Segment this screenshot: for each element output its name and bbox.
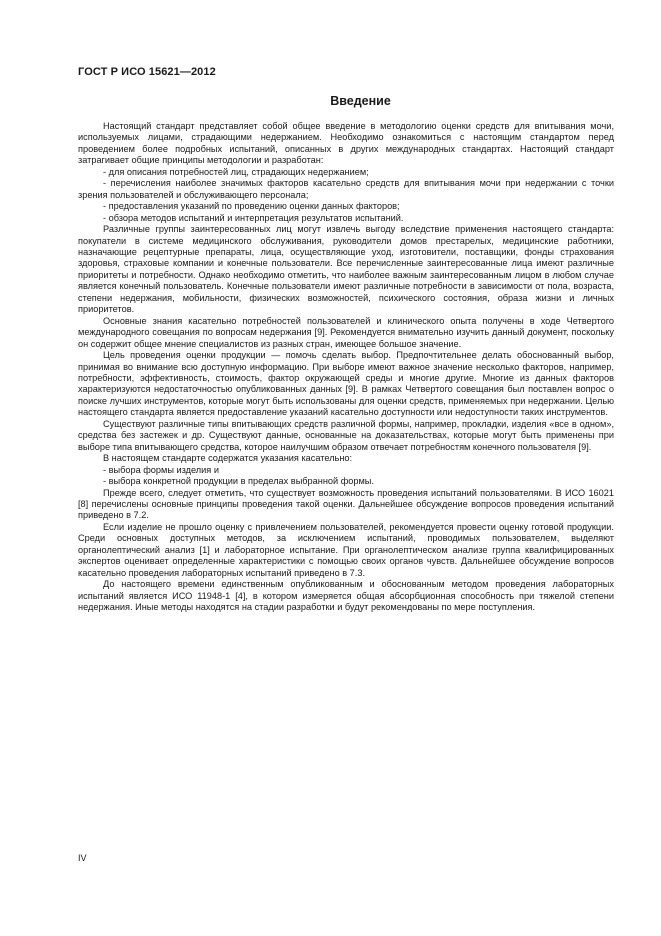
paragraph: Существуют различные типы впитывающих средств различной формы, например, прокладки, изделия «все в одном», средства без застежек и др. Существуют данные, основанные на доказательствах, которые могут быть применены при выборе типа впитывающего средства, которое наилучшим образом отвечает потребностям конечного пользователя [9]. xyxy=(78,418,614,452)
list-item: - обзора методов испытаний и интерпретация результатов испытаний. xyxy=(103,212,404,223)
paragraph: В настоящем стандарте содержатся указания касательно: xyxy=(103,453,353,464)
paragraph: Различные группы заинтересованных лиц могут извлечь выгоду вследствие применения настоящего стандарта: покупатели в системе медицинского обслуживания, руководители домов престарелых, медицинские работники, назначающие рецептурные препараты, лица, осуществляющие уход, изготовители, поставщики, фонды страхования здоровья, страховые компании и конечные пользователи. Все перечисленные заинтересованные лица имеют различные приоритеты и потребности. Однако необходимо отметить, что наиболее важным заинтересованным лицом в любом случае является конечный пользователь. Конечные пользователи имеют различные потребности в зависимости от пола, возраста, степени недержания, мобильности, физических возможностей, психического состояния, образа жизни и личных приоритетов. xyxy=(78,224,614,315)
page-number: IV xyxy=(78,853,87,863)
list-item: - выбора формы изделия и xyxy=(103,464,219,475)
list-item: - перечисления наиболее значимых факторов касательно средств для впитывания мочи при недержании с точки зрения пользователей и обслуживающего персонала; xyxy=(78,178,614,200)
paragraph: Прежде всего, следует отметить, что существует возможность проведения испытаний пользователями. В ИСО 16021 [8] перечислены основные принципы проведения такой оценки. Дальнейшее обсуждение вопросов проведения испытаний приведено в 7.2. xyxy=(78,487,614,521)
paragraph: Если изделие не прошло оценку с привлечением пользователей, рекомендуется провести оценку готовой продукции. Среди основных доступных методов, за исключением испытаний, проводимых пользователем, выделяют органолептический анализ [1] и лабораторное испытание. При органолептическом анализе группа квалифицированных экспертов оценивает определенные характеристики с помощью своих органов чувств. Дальнейшее обсуждение вопросов касательно проведения лабораторных испытаний приведено в 7.3. xyxy=(78,521,614,578)
paragraph: Основные знания касательно потребностей пользователей и клинического опыта получены в ходе Четвертого международного совещания по вопросам недержания [9]. Рекомендуется внимательно изучить данный документ, поскольку он содержит общее мнение специалистов из разных стран, имеющее большое значение. xyxy=(78,315,614,349)
paragraph: До настоящего времени единственным опубликованным и обоснованным методом проведения лабораторных испытаний является ИСО 11948-1 [4], в котором измеряется общая абсорбционная способность при тяжелой степени недержания. Иные методы находятся на стадии разработки и будут рекомендованы по мере поступления. xyxy=(78,579,614,613)
paragraph: Настоящий стандарт представляет собой общее введение в методологию оценки средств для впитывания мочи, используемых лицами, страдающими недержанием. Необходимо ознакомиться с настоящим стандартом перед проведением более подробных испытаний, описанных в других международных стандартах. Настоящий стандарт затрагивает общие принципы методологии и разработан: xyxy=(78,121,614,166)
list-item: - выбора конкретной продукции в пределах выбранной формы. xyxy=(103,476,374,487)
list-item: - предоставления указаний по проведению оценки данных факторов; xyxy=(103,201,400,212)
document-header xyxy=(78,66,216,78)
section-title: Введение xyxy=(330,94,391,108)
paragraph: Цель проведения оценки продукции — помочь сделать выбор. Предпочтительнее делать обоснованный выбор, принимая во внимание всю доступную информацию. При выборе имеют важное значение несколько факторов, например, потребности, эффективность, стоимость, фактор окружающей среды и многие другие. Многие из данных факторов характеризуются недостаточностью опубликованных данных [9]. В рамках Четвертого совещания был поставлен вопрос о поиске лучших инструментов, которые могут быть использованы для оценки средств, применяемых при недержании. Целью настоящего стандарта является предоставление указаний касательно доступности или недоступности таких инструментов. xyxy=(78,350,614,418)
list-item: - для описания потребностей лиц, страдающих недержанием; xyxy=(103,166,369,177)
document-body xyxy=(78,121,614,613)
standard-id: ГОСТ Р ИСО 15621—2012 xyxy=(78,66,216,78)
